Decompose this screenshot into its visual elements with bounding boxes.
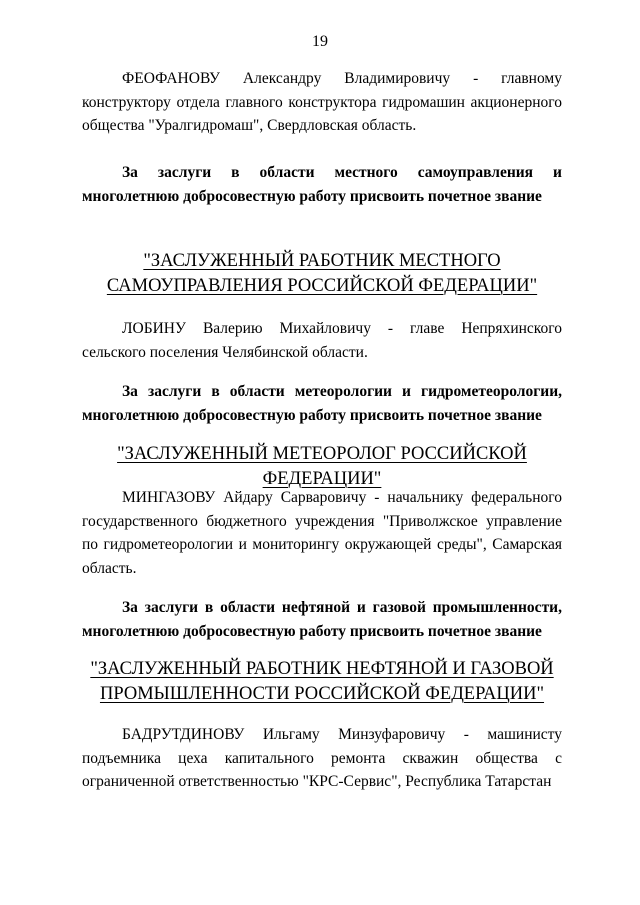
honorary-title: "ЗАСЛУЖЕННЫЙ РАБОТНИК МЕСТНОГО САМОУПРАВЛЕНИЯ РОССИЙСКОЙ ФЕДЕРАЦИИ" bbox=[106, 251, 538, 296]
honorary-title: "ЗАСЛУЖЕННЫЙ МЕТЕОРОЛОГ РОССИЙСКОЙ ФЕДЕРАЦИИ" bbox=[117, 444, 527, 489]
recipient-text: МИНГАЗОВУ Айдару Сарваровичу - начальнику федерального государственного бюджетного учреждения "Приволжское управление по гидрометеорологии и мониторингу окружающей среды", Самарская область. bbox=[82, 489, 562, 577]
recipient-text: ФЕОФАНОВУ Александру Владимировичу - главному конструктору отдела главного конструктора гидромашин акционерного общества "Уралгидромаш", Свердловская область. bbox=[82, 70, 562, 134]
decree-text: За заслуги в области местного самоуправления и многолетнюю добросовестную работу присвоить почетное звание bbox=[82, 164, 562, 205]
decree-block bbox=[82, 596, 562, 643]
recipient-block bbox=[82, 723, 562, 794]
decree-text: За заслуги в области метеорологии и гидрометеорологии, многолетнюю добросовестную работу присвоить почетное звание bbox=[82, 383, 562, 424]
decree-block bbox=[82, 161, 562, 208]
page-number: 19 bbox=[312, 33, 328, 50]
recipient-block bbox=[82, 317, 562, 364]
decree-text: За заслуги в области нефтяной и газовой промышленности, многолетнюю добросовестную работу присвоить почетное звание bbox=[82, 599, 562, 640]
recipient-text: БАДРУТДИНОВУ Ильгаму Минзуфаровичу - машинисту подъемника цеха капитального ремонта скважин общества с ограниченной ответственностью "КРС-Сервис", Республика Татарстан bbox=[82, 726, 562, 790]
decree-block bbox=[82, 380, 562, 427]
recipient-block bbox=[82, 67, 562, 138]
recipient-block bbox=[82, 486, 562, 580]
honorary-title: "ЗАСЛУЖЕННЫЙ РАБОТНИК НЕФТЯНОЙ И ГАЗОВОЙ ПРОМЫШЛЕННОСТИ РОССИЙСКОЙ ФЕДЕРАЦИИ" bbox=[90, 659, 554, 704]
recipient-text: ЛОБИНУ Валерию Михайловичу - главе Непряхинского сельского поселения Челябинской области. bbox=[82, 320, 562, 361]
